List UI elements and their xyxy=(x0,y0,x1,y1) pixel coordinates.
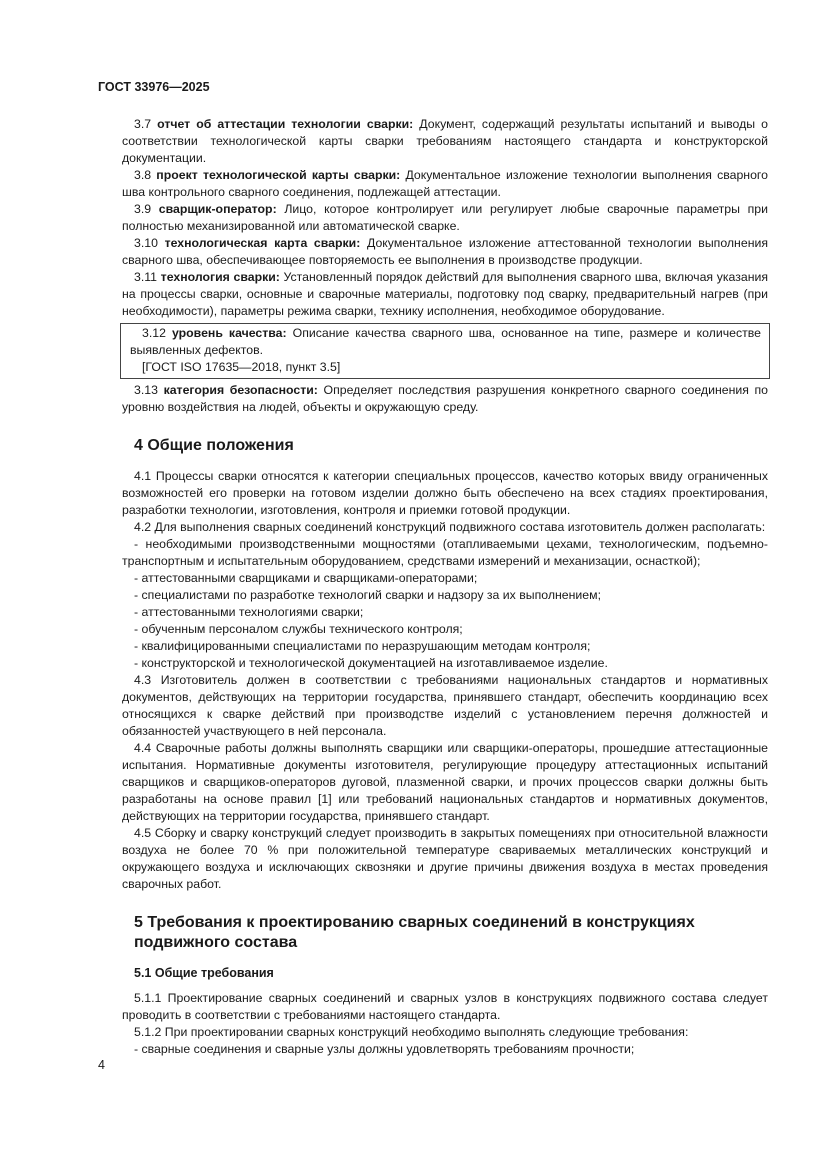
list-item: - квалифицированными специалистами по неразрушающим методам контроля; xyxy=(134,639,591,653)
clause-5-1-1: 5.1.1 Проектирование сварных соединений и сварных узлов в конструкциях подвижного состава следует проводить в соответствии с требованиями настоящего стандарта. xyxy=(122,991,768,1022)
clause-5-1-2: 5.1.2 При проектировании сварных конструкций необходимо выполнять следующие требования: xyxy=(134,1025,689,1039)
term-3-7: 3.7 отчет об аттестации технологии сварки: Документ, содержащий результаты испытаний и выводы о соответствии технологической карты сварки требованиям настоящего стандарта и конструкторской документации. xyxy=(122,117,768,165)
clause-4-1: 4.1 Процессы сварки относятся к категории специальных процессов, качество которых ввиду ограниченных возможностей его проверки на готовом изделии должно быть обеспечено на всех стадиях проектирования, разработки технологии, изготовления, контроля и приемки готовой продукции. xyxy=(122,469,768,517)
clause-4-3: 4.3 Изготовитель должен в соответствии с требованиями национальных стандартов и нормативных документов, действующих на территории государства, принявшего стандарт, обеспечить координацию всех относящихся к сварке действий при производстве изделий с установлением перечня должностей и обязанностей участвующего в ней персонала. xyxy=(122,673,768,738)
list-item: - сварные соединения и сварные узлы должны удовлетворять требованиям прочности; xyxy=(134,1042,635,1056)
term-3-12: 3.12 уровень качества: Описание качества сварного шва, основанное на типе, размере и количестве выявленных дефектов. xyxy=(130,326,761,357)
term-3-11: 3.11 технология сварки: Установленный порядок действий для выполнения сварного шва, включая указания на процессы сварки, основные и сварочные материалы, подготовку под сварку, предварительный нагрев (при необходимости), параметры режима сварки, технику исполнения, необходимое оборудование. xyxy=(122,270,769,318)
section-4-title: 4 Общие положения xyxy=(134,437,294,454)
term-3-13: 3.13 категория безопасности: Определяет последствия разрушения конкретного сварного соединения по уровню воздействия на людей, объекты и окружающую среду. xyxy=(122,383,769,414)
list-item: - специалистами по разработке технологий сварки и надзору за их выполнением; xyxy=(134,588,602,602)
page-number: 4 xyxy=(98,1058,105,1072)
term-3-12-reference: [ГОСТ ISO 17635—2018, пункт 3.5] xyxy=(142,360,341,374)
list-item: - аттестованными сварщиками и сварщиками-операторами; xyxy=(134,571,478,585)
list-item: - обученным персоналом службы технического контроля; xyxy=(134,622,463,636)
clause-4-2: 4.2 Для выполнения сварных соединений конструкций подвижного состава изготовитель должен располагать: xyxy=(134,520,766,534)
term-3-10: 3.10 технологическая карта сварки: Документальное изложение аттестованной технологии выполнения сварного шва, обеспечивающее повторяемость ее выполнения в производстве продукции. xyxy=(122,236,769,267)
clause-4-4: 4.4 Сварочные работы должны выполнять сварщики или сварщики-операторы, прошедшие аттестационные испытания. Нормативные документы изготовителя, регулирующие процедуру аттестационных испытаний сварщиков и сварщиков-операторов дуговой, плазменной сварки, и прочих процессов сварки должны быть разработаны на основе правил [1] или требований национальных стандартов и нормативных документов, действующих на территории государства, принявшего стандарт. xyxy=(122,741,768,823)
document-header: ГОСТ 33976—2025 xyxy=(98,80,210,94)
document-body xyxy=(122,116,768,1058)
clause-4-5: 4.5 Сборку и сварку конструкций следует производить в закрытых помещениях при относительной влажности воздуха не более 70 % при положительной температуре свариваемых металлических конструкций и окружающего воздуха и исключающих сквозняки и другие причины движения воздуха в местах проведения сварочных работ. xyxy=(122,826,768,891)
list-item: - конструкторской и технологической документацией на изготавливаемое изделие. xyxy=(134,656,608,670)
subsection-5-1-title: 5.1 Общие требования xyxy=(134,966,274,980)
list-item: - необходимыми производственными мощностями (отапливаемыми цехами, технологическим, подъемно-транспортным и испытательным оборудованием, средствами измерений и механизации, оснасткой); xyxy=(122,537,768,568)
term-3-12-box xyxy=(120,323,770,379)
term-3-8: 3.8 проект технологической карты сварки: Документальное изложение технологии выполнения сварного шва контрольного сварного соединения, подлежащей аттестации. xyxy=(122,168,768,199)
term-3-9: 3.9 сварщик-оператор: Лицо, которое контролирует или регулирует любые сварочные параметры при полностью механизированной или автоматической сварке. xyxy=(122,202,768,233)
list-item: - аттестованными технологиями сварки; xyxy=(134,605,364,619)
section-5-title: 5 Требования к проектированию сварных соединений в конструкциях подвижного состава xyxy=(134,914,695,951)
